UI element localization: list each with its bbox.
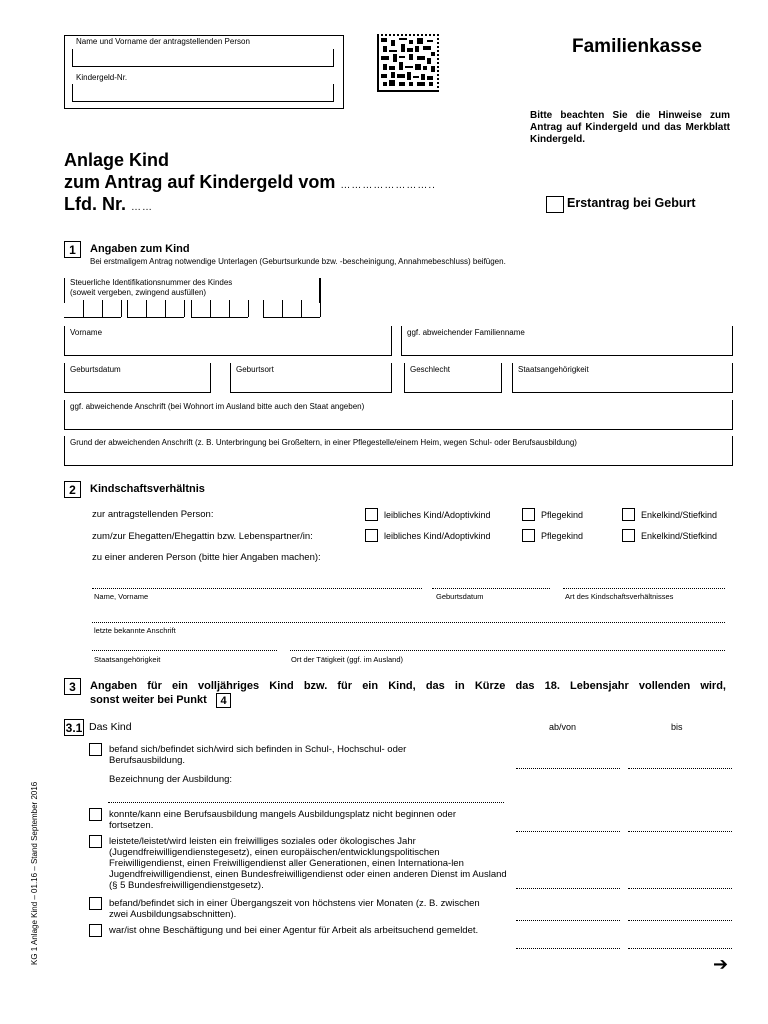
section-1-title: Angaben zum Kind [90, 243, 190, 255]
item5-from-field[interactable] [516, 948, 620, 949]
spouse-pflegekind-label: Pflegekind [541, 531, 584, 541]
section-3-number: 3 [64, 678, 81, 695]
tax-id-label: Steuerliche Identifikationsnummer des Kindes [70, 278, 233, 287]
schulausbildung-checkbox[interactable] [89, 743, 102, 756]
freiwilligendienst-label: leistete/leistet/wird leisten ein freiwilliges soziales oder ökologisches Jahr (Jugendfreiwilligendienstegesetz), einen europäischen/entwicklungspolitischen Freiwilligendienst, einen Freiwilligendienst aller Generationen, einen Internationa-len Jugendfreiwilligendienst, einen Bundesfreiwilligendienst oder einen anderen Dienst im Ausland (§ 5 Bundesfreiwilligendienstgesetz). [109, 836, 507, 891]
other-person-citizenship-field[interactable] [92, 650, 277, 651]
staatsangehoerigkeit-field[interactable] [512, 363, 733, 393]
section-1-number: 1 [64, 241, 81, 258]
item2-from-field[interactable] [516, 831, 620, 832]
uebergangszeit-checkbox[interactable] [89, 897, 102, 910]
ausbildung-bezeichnung-field[interactable] [108, 802, 504, 803]
section-2-title: Kindschaftsverhältnis [90, 483, 205, 495]
uebergangszeit-label: befand/befindet sich in einer Übergangszeit von höchstens vier Monaten (z. B. zwischen zwei Ausbildungsabschnitten). [109, 898, 480, 920]
freiwilligendienst-checkbox[interactable] [89, 835, 102, 848]
other-person-name-field[interactable] [92, 588, 422, 589]
anschrift-label: ggf. abweichende Anschrift (bei Wohnort im Ausland bitte auch den Staat angeben) [70, 402, 365, 411]
section-1-subtitle: Bei erstmaligem Antrag notwendige Unterlagen (Geburtsurkunde bzw. -bescheinigung, Annahmebeschluss) beifügen. [90, 257, 506, 266]
erstantrag-label: Erstantrag bei Geburt [567, 196, 696, 210]
staatsangehoerigkeit-label: Staatsangehörigkeit [518, 365, 589, 374]
schulausbildung-label: befand sich/befindet sich/wird sich befinden in Schul-, Hochschul- oder Berufsausbildung. [109, 744, 407, 766]
applicant-pflegekind-label: Pflegekind [541, 510, 584, 520]
geschlecht-field[interactable] [404, 363, 502, 393]
form-version-sidebar: KG 1 Anlage Kind – 01.16 – Stand September 2016 [30, 781, 39, 965]
caption-anschrift: letzte bekannte Anschrift [94, 626, 176, 635]
familienname-field[interactable] [401, 326, 733, 356]
section-2-number: 2 [64, 481, 81, 498]
item5-to-field[interactable] [628, 948, 732, 949]
caption-name: Name, Vorname [94, 592, 149, 601]
erstantrag-checkbox[interactable] [546, 196, 564, 213]
relation-row-other-label: zu einer anderen Person (bitte hier Angaben machen): [92, 552, 321, 563]
spouse-enkelkind-checkbox[interactable] [622, 529, 635, 542]
spouse-leiblich-label: leibliches Kind/Adoptivkind [384, 531, 491, 541]
geburtsort-field[interactable] [230, 363, 392, 393]
applicant-box [64, 35, 344, 109]
anschrift-field[interactable] [64, 400, 733, 430]
applicant-pflegekind-checkbox[interactable] [522, 508, 535, 521]
tax-id-note: (soweit vergeben, zwingend ausfüllen) [70, 288, 207, 297]
geburtsdatum-label: Geburtsdatum [70, 365, 121, 374]
other-person-birthdate-field[interactable] [432, 588, 550, 589]
section-3-title-line1: Angaben für ein volljähriges Kind bzw. für ein Kind, das in Kürze das 18. Lebensjahr vollenden wird, [90, 680, 726, 692]
spouse-leiblich-checkbox[interactable] [365, 529, 378, 542]
serial-number-label: Lfd. Nr. [64, 194, 126, 214]
item4-to-field[interactable] [628, 920, 732, 921]
ausbildung-bezeichnung-label: Bezeichnung der Ausbildung: [109, 774, 233, 785]
other-person-workplace-field[interactable] [290, 650, 725, 651]
hint-note: Bitte beachten Sie die Hinweise zum Antrag auf Kindergeld und das Merkblatt Kindergeld. [530, 110, 730, 145]
applicant-leiblich-checkbox[interactable] [365, 508, 378, 521]
kindergeld-number-label: Kindergeld-Nr. [76, 73, 128, 82]
spouse-enkelkind-label: Enkelkind/Stiefkind [641, 531, 718, 541]
other-person-address-field[interactable] [92, 622, 725, 623]
caption-staat: Staatsangehörigkeit [94, 655, 161, 664]
kindergeld-number-field[interactable] [72, 84, 334, 102]
grund-anschrift-field[interactable] [64, 436, 733, 466]
applicant-name-field[interactable] [72, 49, 334, 67]
caption-ort: Ort der Tätigkeit (ggf. im Ausland) [291, 655, 403, 664]
form-title-line1: Anlage Kind [64, 150, 170, 170]
application-date-field[interactable]: …………………….. [340, 180, 436, 191]
caption-geburtsdatum: Geburtsdatum [436, 592, 484, 601]
applicant-name-label: Name und Vorname der antragstellenden Person [76, 37, 250, 46]
datamatrix-code [377, 34, 439, 92]
section-31-number: 3.1 [65, 721, 83, 735]
arbeitsuchend-checkbox[interactable] [89, 924, 102, 937]
vorname-label: Vorname [70, 328, 103, 337]
form-title-line2 [64, 172, 436, 196]
caption-art: Art des Kindschaftsverhältnisses [565, 592, 674, 601]
form-title-text: zum Antrag auf Kindergeld vom [64, 172, 336, 192]
column-to-label: bis [671, 722, 683, 732]
section-31-title: Das Kind [89, 721, 132, 733]
item1-from-field[interactable] [516, 768, 620, 769]
item1-to-field[interactable] [628, 768, 732, 769]
item2-to-field[interactable] [628, 831, 732, 832]
column-from-label: ab/von [549, 722, 577, 732]
geschlecht-label: Geschlecht [410, 365, 451, 374]
ausbildungsplatz-label: konnte/kann eine Berufsausbildung mangels Ausbildungsplatz nicht beginnen oder fortsetzen. [109, 809, 456, 831]
serial-number-field[interactable]: …… [131, 202, 154, 213]
relation-row-applicant-label: zur antragstellenden Person: [92, 509, 214, 520]
section-3-title-line2: sonst weiter bei Punkt [90, 694, 207, 706]
other-person-relation-field[interactable] [563, 588, 725, 589]
applicant-enkelkind-checkbox[interactable] [622, 508, 635, 521]
item3-from-field[interactable] [516, 888, 620, 889]
familienname-label: ggf. abweichender Familienname [407, 328, 525, 337]
geburtsdatum-field[interactable] [64, 363, 211, 393]
spouse-pflegekind-checkbox[interactable] [522, 529, 535, 542]
ausbildungsplatz-checkbox[interactable] [89, 808, 102, 821]
item4-from-field[interactable] [516, 920, 620, 921]
agency-title: Familienkasse [572, 36, 702, 57]
item3-to-field[interactable] [628, 888, 732, 889]
arbeitsuchend-label: war/ist ohne Beschäftigung und bei einer Agentur für Arbeit als arbeitsuchend gemeldet. [109, 925, 479, 936]
relation-row-spouse-label: zum/zur Ehegatten/Ehegattin bzw. Lebenspartner/in: [92, 531, 313, 542]
grund-anschrift-label: Grund der abweichenden Anschrift (z. B. Unterbringung bei Großeltern, in einer Pflegestelle/einem Heim, wegen Schul- oder Berufsausbildung) [70, 438, 577, 447]
applicant-enkelkind-label: Enkelkind/Stiefkind [641, 510, 718, 520]
vorname-field[interactable] [64, 326, 392, 356]
next-page-arrow-icon[interactable]: ➔ [713, 954, 729, 974]
form-title-line3 [64, 194, 153, 218]
applicant-leiblich-label: leibliches Kind/Adoptivkind [384, 510, 491, 520]
geburtsort-label: Geburtsort [236, 365, 274, 374]
goto-section-4[interactable]: 4 [216, 693, 231, 708]
